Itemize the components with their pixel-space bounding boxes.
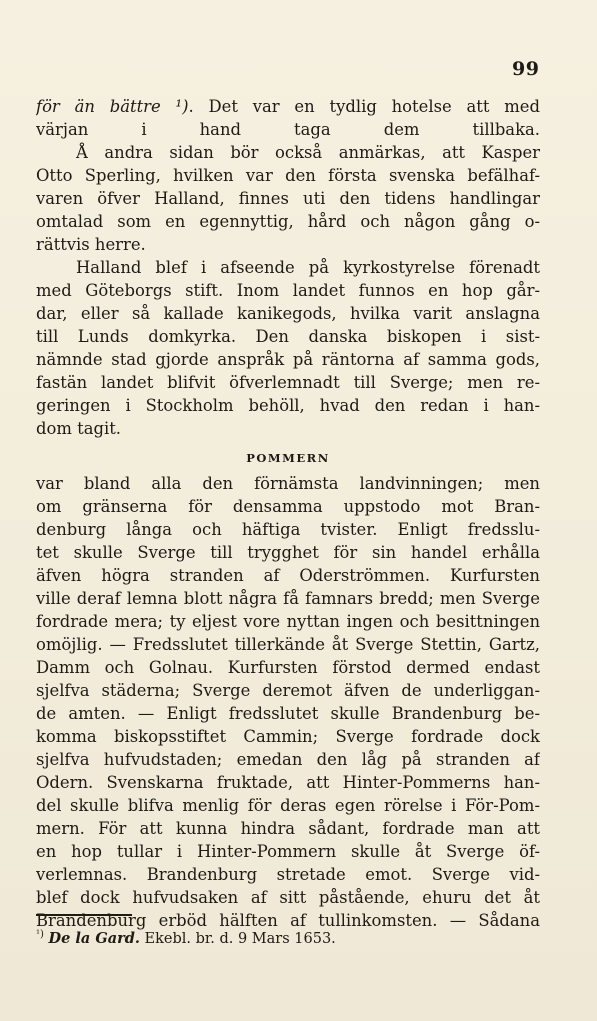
text-line: Brandenburg erböd hälften af tullinkomsten. — Sådana	[36, 911, 540, 930]
text-line: äfven högra stranden af Oderströmmen. Kurfursten	[36, 566, 540, 585]
text-line: omtalad som en egennyttig, hård och någon gång o-	[36, 212, 540, 231]
italic-phrase: för än bättre ¹)	[36, 97, 189, 116]
text-line: komma biskopsstiftet Cammin; Sverge fordrade dock	[36, 727, 540, 746]
page-number: 99	[512, 58, 540, 80]
text-line: tet skulle Sverge till trygghet för sin handel erhålla	[36, 543, 540, 562]
footnote-citation: Ekebl. br. d. 9 Mars 1653.	[144, 930, 336, 947]
text-line: Odern. Svenskarna fruktade, att Hinter-Pommerns han-	[36, 773, 540, 792]
text-line: denburg långa och häftiga tvister. Enligt fredsslu-	[36, 520, 540, 539]
text-line	[36, 95, 540, 118]
text-line: fastän landet blifvit öfverlemnadt till Sverge; men re-	[36, 373, 540, 392]
text-line: rättvis herre.	[36, 235, 146, 254]
text-line: de amten. — Enligt fredsslutet skulle Brandenburg be-	[36, 704, 540, 723]
text-line: värjan i hand taga dem tillbaka.	[36, 120, 540, 139]
text-line: om gränserna för densamma uppstodo mot Bran-	[36, 497, 540, 516]
text-line: varen öfver Halland, finnes uti den tidens handlingar	[36, 189, 540, 208]
text-line: geringen i Stockholm behöll, hvad den redan i han-	[36, 396, 540, 415]
text-line: Halland blef i afseende på kyrkostyrelse förenadt	[76, 258, 540, 277]
paragraph-pommern	[36, 472, 540, 932]
text-line: sjelfva hufvudstaden; emedan den låg på stranden af	[36, 750, 540, 769]
line-remainder: . Det var en tydlig hotelse att med	[188, 97, 540, 116]
text-line: med Göteborgs stift. Inom landet funnos en hop går-	[36, 281, 540, 300]
text-line: sjelfva städerna; Sverge deremot äfven de underliggan-	[36, 681, 540, 700]
section-heading: POMMERN	[246, 451, 330, 465]
text-line: en hop tullar i Hinter-Pommern skulle åt Sverge öf-	[36, 842, 540, 861]
footnote-mark: ¹)	[36, 929, 44, 940]
text-line: ville deraf lemna blott några få famnars bredd; men Sverge	[36, 589, 540, 608]
text-line: var bland alla den förnämsta landvinningen; men	[36, 474, 540, 493]
text-line: till Lunds domkyrka. Den danska biskopen i sist-	[36, 327, 540, 346]
text-line: Otto Sperling, hvilken var den första svenska befälhaf-	[36, 166, 540, 185]
text-line: del skulle blifva menlig för deras egen rörelse i För-Pom-	[36, 796, 540, 815]
text-line: nämnde stad gjorde anspråk på räntorna af samma gods,	[36, 350, 540, 369]
text-line: omöjlig. — Fredsslutet tillerkände åt Sverge Stettin, Gartz,	[36, 635, 540, 654]
text-line: dar, eller så kallade kanikegods, hvilka varit anslagna	[36, 304, 540, 323]
footnote-divider	[36, 914, 132, 916]
footnote	[36, 925, 540, 949]
paragraph-halland-church	[36, 256, 540, 440]
body-text	[36, 95, 540, 932]
text-line: Å andra sidan bör också anmärkas, att Kasper	[76, 143, 540, 162]
text-line: verlemnas. Brandenburg stretade emot. Sverge vid-	[36, 865, 540, 884]
text-line: mern. För att kunna hindra sådant, fordrade man att	[36, 819, 540, 838]
text-line: dom tagit.	[36, 419, 122, 438]
text-line: blef dock hufvudsaken af sitt påstående, ehuru det åt	[36, 888, 540, 907]
text-line: Damm och Golnau. Kurfursten förstod dermed endast	[36, 658, 540, 677]
footnote-source-title: De la Gard.	[48, 929, 140, 947]
paragraph-halland-governor	[36, 95, 540, 256]
text-line: fordrade mera; ty eljest vore nyttan ingen och besittningen	[36, 612, 540, 631]
